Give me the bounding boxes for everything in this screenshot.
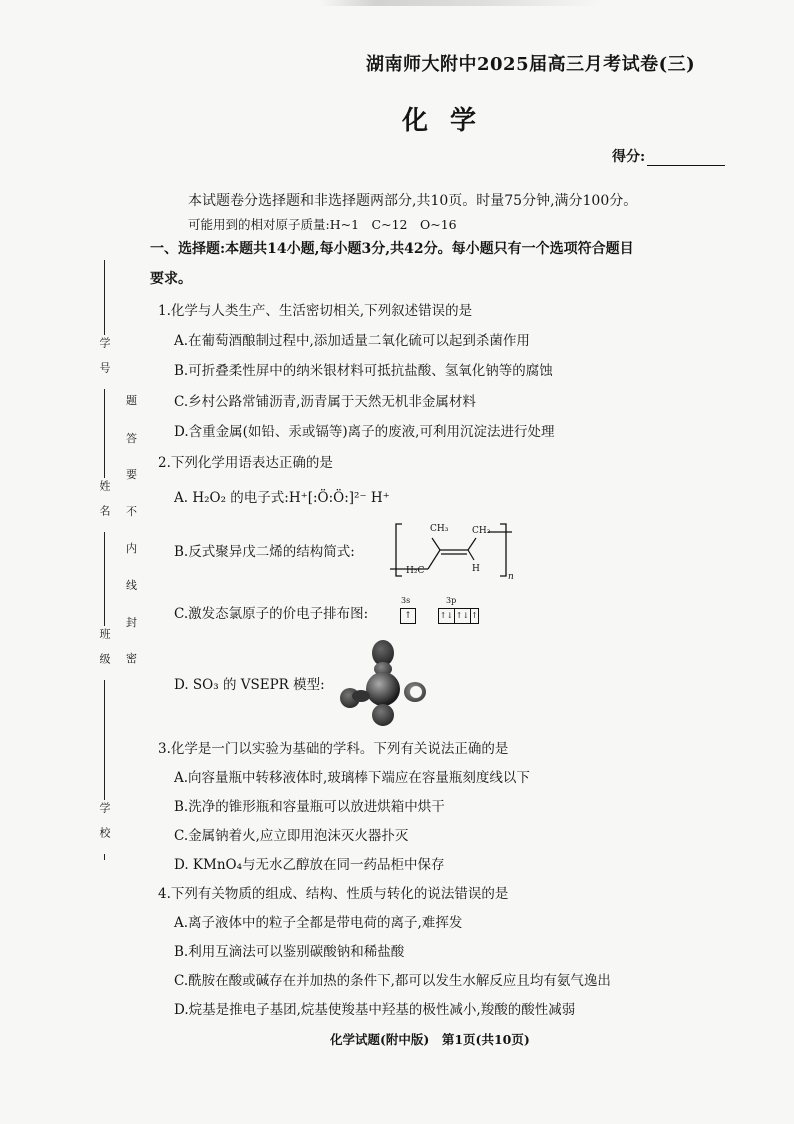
h-label: H [472,564,480,574]
q4-stem: 4.下列有关物质的组成、结构、性质与转化的说法错误的是 [158,886,509,902]
score-label: 得分: [612,149,646,165]
q2-option-b-label: B.反式聚异戊二烯的结构简式: [174,544,355,560]
h2c-label: H₂C [406,566,425,576]
scan-artifact [320,0,600,6]
student-id-label: 学号 [98,337,111,387]
seal-char: 线 [126,579,137,592]
q2-stem: 2.下列化学用语表达正确的是 [158,455,333,471]
seal-char: 密 [126,652,137,665]
school-label: 学校 [98,802,111,852]
page-footer: 化学试题(附中版) 第1页(共10页) [330,1032,530,1047]
intro-line-2: 可能用到的相对原子质量:H~1 C~12 O~16 [188,217,457,232]
orbital-box-3p: ↑↓ [438,608,455,624]
q3-option-a: A.向容量瓶中转移液体时,玻璃棒下端应在容量瓶刻度线以下 [174,770,530,786]
orbital-box-3s: ↑ [400,608,416,624]
q3-option-c: C.金属钠着火,应立即用泡沫灭火器扑灭 [174,828,409,844]
q2-option-d-label: D. SO₃ 的 VSEPR 模型: [174,677,325,693]
q2-a-prefix: A. H₂O₂ 的电子式: [174,490,289,506]
ch3-label: CH₃ [430,524,449,534]
vsepr-model-image [338,640,430,728]
q3-stem: 3.化学是一门以实验为基础的学科。下列有关说法正确的是 [158,741,509,757]
seal-char: 答 [126,432,137,445]
structural-formula [388,520,518,584]
seal-char: 要 [126,468,137,481]
seal-char: 不 [126,505,137,518]
q4-option-a: A.离子液体中的粒子全都是带电荷的离子,难挥发 [174,915,463,931]
seal-char: 内 [126,542,137,555]
electron-formula: H⁺[:Ö:Ö:]²⁻ H⁺ [288,490,390,506]
seal-char: 封 [126,616,137,629]
score-blank[interactable] [647,151,725,166]
q3-option-b: B.洗净的锥形瓶和容量瓶可以放进烘箱中烘干 [174,799,445,815]
name-label: 姓名 [98,480,111,530]
q1-stem: 1.化学与人类生产、生活密切相关,下列叙述错误的是 [158,303,473,319]
q4-option-d: D.烷基是推电子基团,烷基使羧基中羟基的极性减小,羧酸的酸性减弱 [174,1002,576,1018]
section-heading: 一、选择题:本题共14小题,每小题3分,共42分。每小题只有一个选项符合题目 [150,241,634,257]
orbital-3s-label: 3s [401,596,411,605]
q2-option-c-label: C.激发态氯原子的价电子排布图: [174,606,369,622]
subject-title: 化学 [402,106,499,136]
n-subscript: n [508,572,514,582]
score-field [612,146,725,166]
section-heading-cont: 要求。 [150,271,192,287]
q4-option-c: C.酰胺在酸或碱存在并加热的条件下,都可以发生水解反应且均有氨气逸出 [174,973,611,989]
q3-option-d: D. KMnO₄与无水乙醇放在同一药品柜中保存 [174,857,445,873]
class-label: 班级 [98,628,111,678]
q1-option-b: B.可折叠柔性屏中的纳米银材料可抵抗盐酸、氢氧化钠等的腐蚀 [174,363,553,379]
school-title: 湖南师大附中2025届高三月考试卷(三) [366,54,696,75]
orbital-diagram [398,596,478,630]
q4-option-b: B.利用互滴法可以鉴别碳酸钠和稀盐酸 [174,944,405,960]
q1-option-a: A.在葡萄酒酿制过程中,添加适量二氧化硫可以起到杀菌作用 [174,333,530,349]
orbital-box-3p: ↑↓ [454,608,471,624]
ch2-label: CH₂ [472,526,491,536]
orbital-3p-label: 3p [446,596,457,605]
q1-option-d: D.含重金属(如铅、汞或镉等)离子的废液,可利用沉淀法进行处理 [174,424,555,440]
seal-char: 题 [126,394,137,407]
q2-option-a [174,489,390,507]
orbital-box-3p: ↑ [470,608,479,624]
intro-line-1: 本试题卷分选择题和非选择题两部分,共10页。时量75分钟,满分100分。 [188,193,638,209]
q1-option-c: C.乡村公路常铺沥青,沥青属于天然无机非金属材料 [174,394,476,410]
